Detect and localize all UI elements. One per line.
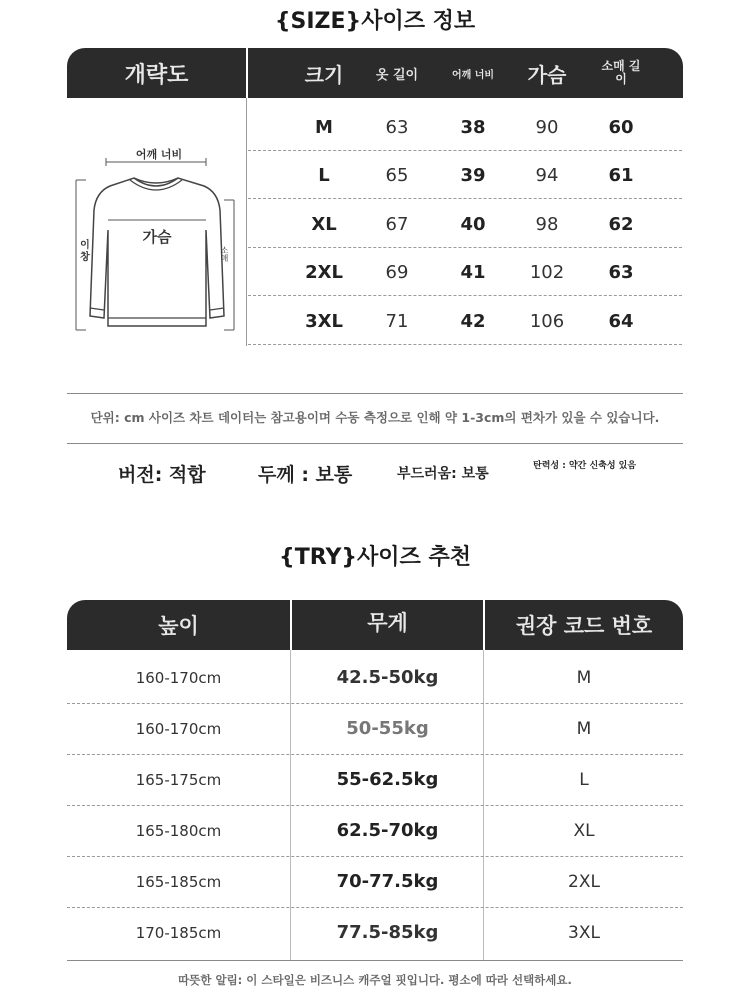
unit-note: 단위: cm 사이즈 차트 데이터는 참고용이며 수동 측정으로 인해 약 1-3cm의 편차가 있을 수 있습니다. [90,410,660,425]
measurement-cell: 65 [385,165,409,187]
height-cell: 165-185cm [135,872,222,891]
recommended-size-cell: 2XL [568,871,600,892]
chest-label: 가슴 [142,228,172,246]
measurement-cell: 106 [529,310,565,332]
measurement-cell: 40 [460,213,486,235]
measurement-cell: 61 [608,165,634,187]
softness: 부드러움: 보통 [397,466,489,482]
header-schematic: 개략도 [124,62,189,88]
header-recommended-size: 권장 코드 번호 [515,614,653,638]
separator-line [67,443,683,444]
measurement-cell: 69 [385,262,409,284]
size-cell: 3XL [305,310,343,332]
header-height: 높이 [158,614,199,638]
weight-cell: 55-62.5kg [336,769,439,790]
header-weight: 무게 [367,611,408,635]
measurement-cell: 94 [535,165,559,187]
recommended-size-cell: XL [573,820,595,841]
sleeve-label: 소매 [220,246,229,262]
measurement-cell: 41 [460,262,486,284]
measurement-cell: 90 [535,116,559,138]
elasticity: 탄력성 : 약간 신축성 있음 [533,461,637,471]
measurement-cell: 60 [608,116,634,138]
measurement-cell: 62 [608,213,634,235]
row-divider [248,295,682,296]
measurement-cell: 38 [460,116,486,138]
weight-cell: 77.5-85kg [336,922,439,943]
try-section-title: {TRY}사이즈 추천 [279,545,471,570]
measurement-cell: 64 [608,310,634,332]
size-section-title: {SIZE}사이즈 정보 [274,9,476,34]
thickness: 두께 : 보통 [258,464,353,486]
fit-version: 버전: 적합 [118,464,206,486]
height-cell: 160-170cm [135,668,222,687]
height-cell: 160-170cm [135,719,222,738]
header-size: 크기 [304,62,344,87]
size-cell: M [315,116,333,138]
separator-line [67,960,683,961]
measurement-cell: 42 [460,310,486,332]
recommended-size-cell: M [576,718,592,739]
row-divider [248,247,682,248]
length-label: 이 창 [80,240,90,263]
measurement-cell: 71 [385,310,409,332]
measurement-cell: 98 [535,213,559,235]
size-cell: L [318,165,330,187]
measurement-cell: 39 [460,165,486,187]
row-divider [248,344,682,345]
row-divider [248,150,682,151]
recommended-size-cell: 3XL [568,922,600,943]
height-cell: 165-175cm [135,770,222,789]
header-chest: 가슴 [527,62,567,87]
measurement-cell: 63 [385,116,409,138]
weight-cell: 70-77.5kg [336,871,439,892]
weight-cell: 42.5-50kg [336,667,439,688]
measurement-cell: 67 [385,213,409,235]
weight-cell: 62.5-70kg [336,820,439,841]
header-sleeve: 소매 길이 [601,59,641,86]
recommended-size-cell: M [576,667,592,688]
header-shoulder: 어깨 너비 [451,69,495,81]
header-length: 옷 길이 [375,67,419,83]
measurement-cell: 102 [529,262,565,284]
height-cell: 165-180cm [135,821,222,840]
footer-note: 따뜻한 알림: 이 스타일은 비즈니스 캐주얼 핏입니다. 평소에 따라 선택하세요. [178,973,572,987]
header-divider [246,48,248,98]
separator-line [67,393,683,394]
weight-cell: 50-55kg [346,718,429,739]
recommended-size-cell: L [579,769,589,790]
row-divider [248,198,682,199]
size-cell: 2XL [305,262,343,284]
size-cell: XL [311,213,337,235]
measurement-cell: 63 [608,262,634,284]
diagram-divider [246,98,247,346]
shoulder-width-label: 어깨 너비 [135,148,183,161]
height-cell: 170-185cm [135,923,222,942]
